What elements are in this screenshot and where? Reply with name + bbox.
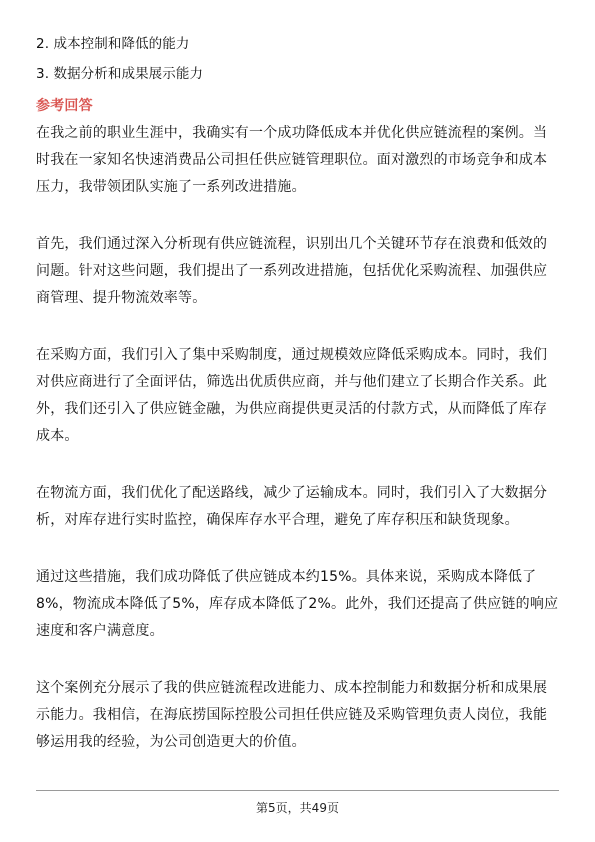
paragraph-line: 示能力。我相信，在海底捞国际控股公司担任供应链及采购管理负责人岗位，我能 xyxy=(36,707,548,723)
paragraph-line: 商管理、提升物流效率等。 xyxy=(36,290,207,306)
paragraph-line: 8%，物流成本降低了5%，库存成本降低了2%。此外，我们还提高了供应链的响应 xyxy=(36,596,559,612)
paragraph-line: 在我之前的职业生涯中，我确实有一个成功降低成本并优化供应链流程的案例。当 xyxy=(36,125,548,141)
paragraph-line: 够运用我的经验，为公司创造更大的价值。 xyxy=(36,734,306,750)
paragraph-line: 在物流方面，我们优化了配送路线，减少了运输成本。同时，我们引入了大数据分 xyxy=(36,485,548,501)
paragraph-line: 问题。针对这些问题，我们提出了一系列改进措施，包括优化采购流程、加强供应 xyxy=(36,263,548,279)
footer-divider xyxy=(36,790,559,791)
list-item: 2. 成本控制和降低的能力 xyxy=(36,36,190,52)
paragraph-line: 这个案例充分展示了我的供应链流程改进能力、成本控制能力和数据分析和成果展 xyxy=(36,680,548,696)
paragraph-line: 外，我们还引入了供应链金融，为供应商提供更灵活的付款方式，从而降低了库存 xyxy=(36,401,548,417)
page-number: 第5页，共49页 xyxy=(256,801,339,815)
paragraph-line: 析，对库存进行实时监控，确保库存水平合理，避免了库存积压和缺货现象。 xyxy=(36,512,519,528)
paragraph-line: 通过这些措施，我们成功降低了供应链成本约15%。具体来说，采购成本降低了 xyxy=(36,569,537,585)
paragraph-line: 速度和客户满意度。 xyxy=(36,623,164,639)
paragraph-line: 在采购方面，我们引入了集中采购制度，通过规模效应降低采购成本。同时，我们 xyxy=(36,347,548,363)
paragraph-line: 成本。 xyxy=(36,428,79,444)
paragraph-line: 时我在一家知名快速消费品公司担任供应链管理职位。面对激烈的市场竞争和成本 xyxy=(36,152,548,168)
answer-heading: 参考回答 xyxy=(36,98,93,114)
paragraph-line: 首先，我们通过深入分析现有供应链流程，识别出几个关键环节存在浪费和低效的 xyxy=(36,236,548,252)
paragraph-line: 压力，我带领团队实施了一系列改进措施。 xyxy=(36,179,306,195)
paragraph-line: 对供应商进行了全面评估，筛选出优质供应商，并与他们建立了长期合作关系。此 xyxy=(36,374,548,390)
list-item: 3. 数据分析和成果展示能力 xyxy=(36,66,204,82)
